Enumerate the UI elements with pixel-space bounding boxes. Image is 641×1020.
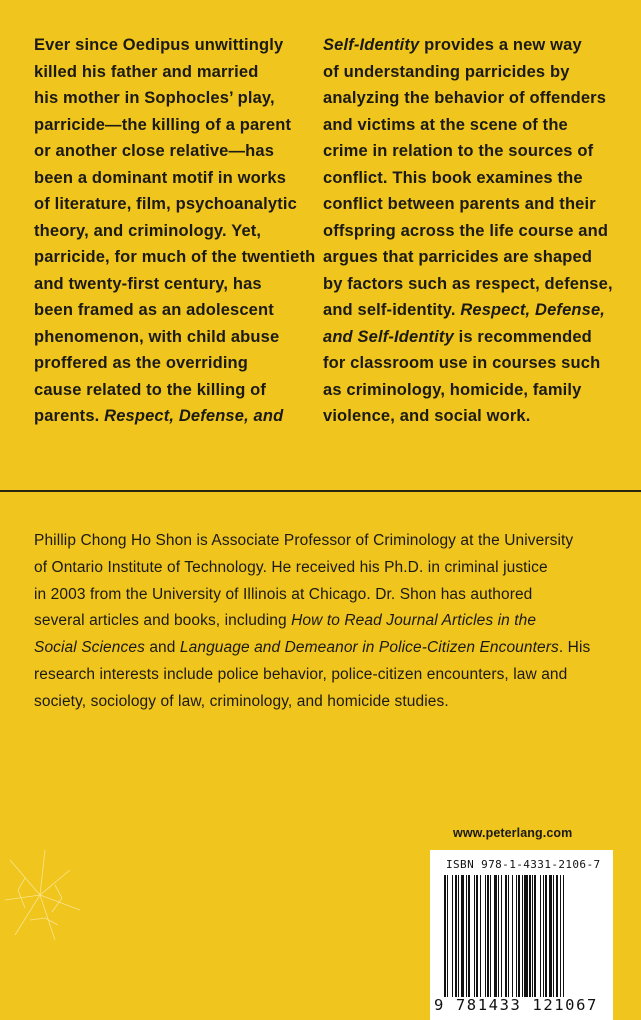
barcode-bar — [447, 875, 448, 997]
text-line: and twenty-first century, has — [34, 274, 262, 293]
barcode-bar — [553, 875, 554, 997]
text-line: violence, and social work. — [323, 407, 531, 425]
barcode-bar — [560, 875, 561, 997]
barcode-bar — [476, 875, 478, 997]
text-line: argues that parricides are shaped — [323, 248, 593, 266]
barcode-bar — [522, 875, 523, 997]
barcode-bar — [540, 875, 541, 997]
barcode-bar — [455, 875, 457, 997]
text-line: offspring across the life course and — [323, 221, 609, 240]
barcode-bar — [498, 875, 499, 997]
cracked-glass-icon — [0, 840, 120, 960]
barcode-bar — [452, 875, 453, 997]
text-line: phenomenon, with child abuse — [34, 327, 280, 346]
barcode-bar — [444, 875, 446, 997]
barcode-bar — [534, 875, 536, 997]
text-line: Ever since Oedipus unwittingly — [34, 36, 284, 54]
text-line: conflict between parents and their — [323, 195, 596, 213]
barcode-bar — [468, 875, 470, 997]
text-line: conflict. This book examines the — [323, 168, 583, 187]
barcode-bar — [532, 875, 533, 997]
text-line: Social Sciences and Language and Demeanor in Police-Citizen Encounters. His — [34, 639, 591, 657]
barcode-bar — [556, 875, 558, 997]
barcode-bar — [458, 875, 459, 997]
section-divider — [0, 490, 641, 492]
blurb-right-column — [323, 32, 613, 430]
text-line: several articles and books, including How to Read Journal Articles in the — [34, 612, 537, 630]
publisher-url[interactable]: www.peterlang.com — [453, 826, 573, 840]
text-line: or another close relative—has — [34, 142, 275, 160]
author-bio — [34, 528, 609, 716]
barcode-bar — [516, 875, 517, 997]
text-line: cause related to the killing of — [34, 380, 267, 399]
barcode-bar — [501, 875, 502, 997]
isbn-label: ISBN 978-1-4331-2106-7 — [446, 858, 601, 871]
barcode-bar — [529, 875, 531, 997]
text-line: for classroom use in courses such — [323, 354, 601, 372]
text-line: been a dominant motif in works — [34, 168, 287, 187]
text-line: research interests include police behavior, police-citizen encounters, law and — [34, 665, 568, 683]
isbn-barcode — [430, 850, 613, 1020]
text-line: as criminology, homicide, family — [323, 380, 582, 399]
text-line: his mother in Sophocles’ play, — [34, 89, 275, 107]
barcode-bars — [444, 875, 601, 997]
text-line: parricide, for much of the twentieth — [34, 248, 316, 266]
text-line: theory, and criminology. Yet, — [34, 221, 262, 240]
text-line: been framed as an adolescent — [34, 301, 274, 319]
text-line: crime in relation to the sources of — [323, 142, 594, 160]
text-line: by factors such as respect, defense, — [323, 274, 613, 293]
barcode-bar — [485, 875, 486, 997]
text-line: Phillip Chong Ho Shon is Associate Professor of Criminology at the University — [34, 532, 574, 549]
text-line: of understanding parricides by — [323, 62, 570, 81]
text-line: parents. Respect, Defense, and — [34, 407, 284, 425]
text-line: parricide—the killing of a parent — [34, 115, 292, 134]
barcode-bar — [543, 875, 544, 997]
barcode-bar — [512, 875, 513, 997]
barcode-bar — [508, 875, 509, 997]
barcode-bar — [524, 875, 527, 997]
barcode-bar — [505, 875, 507, 997]
text-line: proffered as the overriding — [34, 354, 249, 372]
text-line: in 2003 from the University of Illinois at Chicago. Dr. Shon has authored — [34, 585, 533, 603]
barcode-bar — [518, 875, 520, 997]
text-line: Self-Identity provides a new way — [323, 36, 582, 54]
barcode-bar — [466, 875, 467, 997]
text-line: and victims at the scene of the — [323, 115, 568, 134]
text-line: society, sociology of law, criminology, and homicide studies. — [34, 692, 449, 710]
text-line: analyzing the behavior of offenders — [323, 89, 607, 107]
barcode-bar — [563, 875, 564, 997]
text-line: and Self-Identity is recommended — [323, 327, 592, 346]
text-line: and self-identity. Respect, Defense, — [323, 301, 606, 319]
text-line: killed his father and married — [34, 62, 259, 81]
barcode-bar — [494, 875, 497, 997]
barcode-bar — [487, 875, 489, 997]
barcode-bar — [545, 875, 547, 997]
barcode-bar — [549, 875, 552, 997]
barcode-bar — [490, 875, 491, 997]
barcode-digits: 9 781433 121067 — [434, 996, 598, 1014]
barcode-bar — [474, 875, 475, 997]
barcode-bar — [461, 875, 464, 997]
blurb-left-column — [34, 32, 316, 430]
barcode-bar — [480, 875, 481, 997]
text-line: of literature, film, psychoanalytic — [34, 195, 297, 213]
text-line: of Ontario Institute of Technology. He received his Ph.D. in criminal justice — [34, 558, 548, 576]
